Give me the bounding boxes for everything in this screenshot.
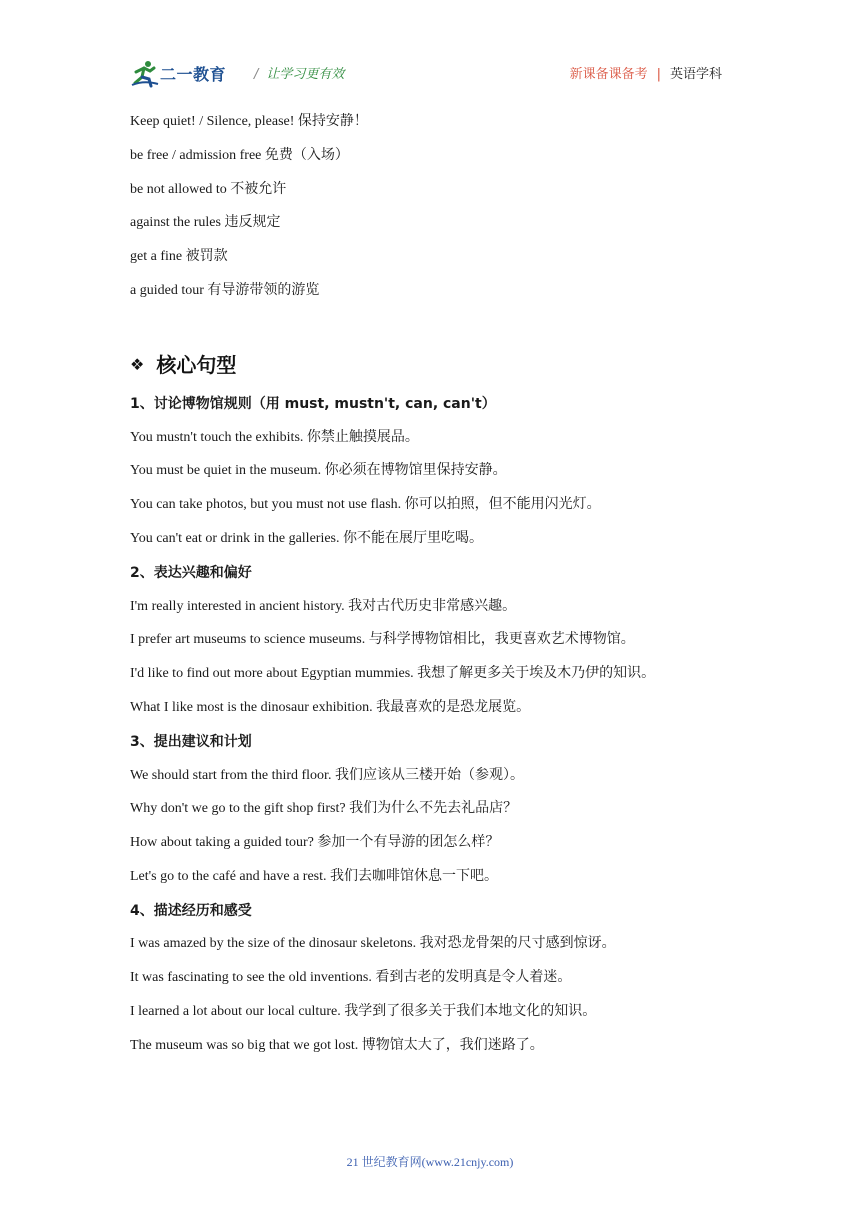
phrase-line: be free / admission free 免费（入场） [130,148,349,163]
phrase-line: be not allowed to 不被允许 [130,182,287,197]
sentence-line: The museum was so big that we got lost. 博物馆太大了，我们迷路了。 [130,1038,544,1053]
phrase-line: get a fine 被罚款 [130,249,228,264]
page-header [130,58,730,90]
sentence-line: I'm really interested in ancient history. 我对古代历史非常感兴趣。 [130,599,517,614]
header-right-labels [570,63,722,82]
phrase-line: Keep quiet! / Silence, please! 保持安静！ [130,114,368,129]
runner-logo-icon [130,58,160,88]
sentence-line: It was fascinating to see the old inventions. 看到古老的发明真是令人着迷。 [130,970,572,985]
header-separator: | [656,67,661,82]
phrase-line: against the rules 违反规定 [130,215,281,230]
section-title-text: 核心句型 [156,353,237,377]
diamond-bullet-icon: ❖ [130,355,145,374]
site-logo[interactable] [130,58,242,88]
sentence-line: You can't eat or drink in the galleries. 你不能在展厅里吃喝。 [130,531,483,546]
sentence-line: What I like most is the dinosaur exhibition. 我最喜欢的是恐龙展览。 [130,700,531,715]
header-slogan [254,63,344,82]
slogan-slash: / [254,67,259,82]
section-title [130,349,236,379]
sentence-line: I prefer art museums to science museums. 与科学博物馆相比，我更喜欢艺术博物馆。 [130,632,635,647]
group-heading: 1、讨论博物馆规则（用 must, mustn't, can, can't） [130,396,496,412]
sentence-line: Why don't we go to the gift shop first? 我们为什么不先去礼品店？ [130,801,518,816]
sentence-line: You must be quiet in the museum. 你必须在博物馆里保持安静。 [130,463,507,478]
slogan-text: 让学习更有效 [266,67,345,82]
page-footer[interactable]: 21 世纪教育网(www.21cnjy.com) [346,1155,514,1169]
sentence-line: You can take photos, but you must not use flash. 你可以拍照，但不能用闪光灯。 [130,497,601,512]
header-label-subject: 英语学科 [669,67,722,82]
group-heading: 3、提出建议和计划 [130,734,252,750]
sentence-line: How about taking a guided tour? 参加一个有导游的团怎么样？ [130,835,500,850]
group-heading: 4、描述经历和感受 [130,903,252,919]
group-heading: 2、表达兴趣和偏好 [130,565,252,581]
sentence-line: You mustn't touch the exhibits. 你禁止触摸展品。 [130,430,419,445]
phrase-line: a guided tour 有导游带领的游览 [130,283,320,298]
logo-text: 二一教育 [160,65,227,84]
sentence-line: I'd like to find out more about Egyptian mummies. 我想了解更多关于埃及木乃伊的知识。 [130,666,656,681]
sentence-line: I learned a lot about our local culture. 我学到了很多关于我们本地文化的知识。 [130,1004,597,1019]
sentence-line: We should start from the third floor. 我们应该从三楼开始（参观）。 [130,768,524,783]
sentence-line: Let's go to the café and have a rest. 我们去咖啡馆休息一下吧。 [130,869,498,884]
sentence-line: I was amazed by the size of the dinosaur skeletons. 我对恐龙骨架的尺寸感到惊讶。 [130,936,616,951]
header-label-prep: 新课备课备考 [569,67,648,82]
